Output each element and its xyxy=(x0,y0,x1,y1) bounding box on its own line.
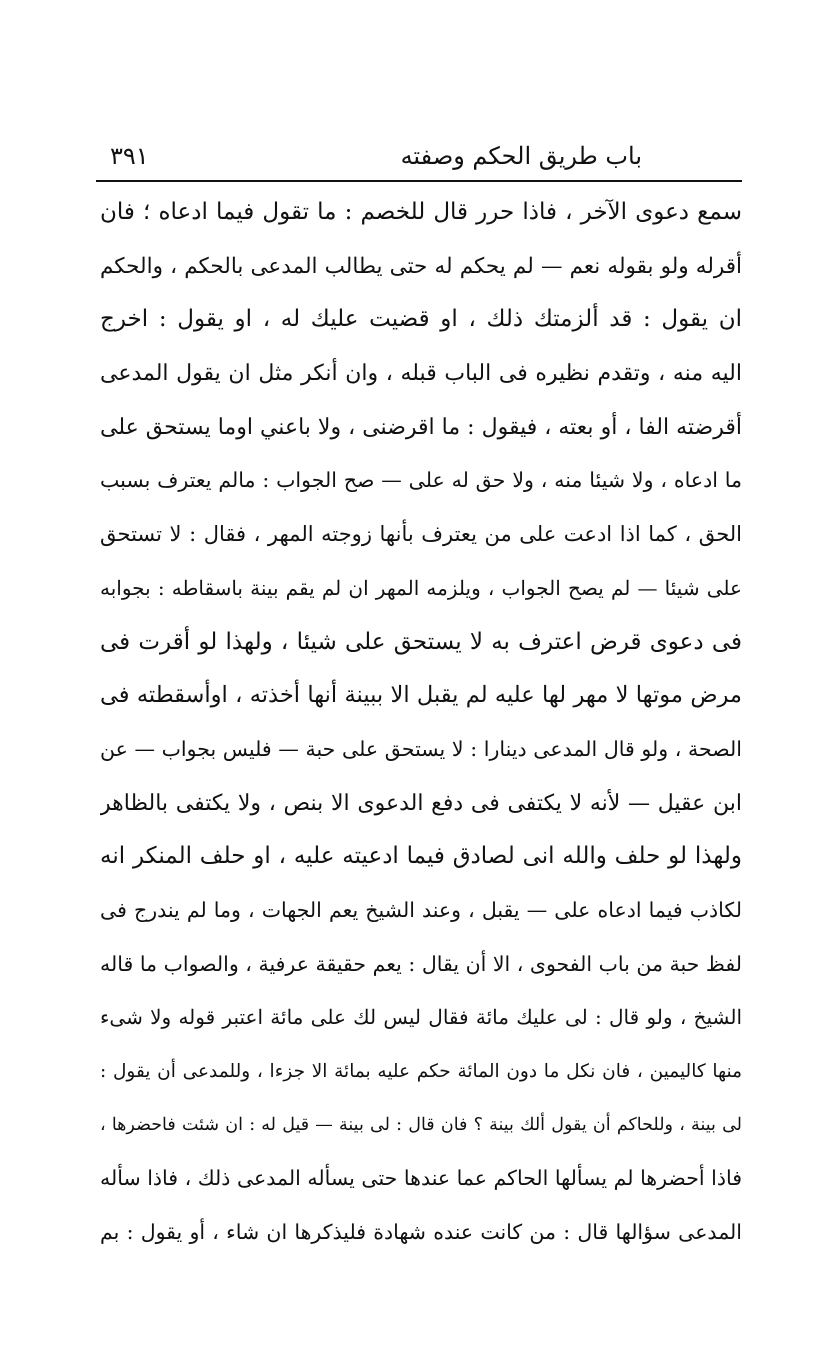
text-line: ما ادعاه ، ولا شيئا منه ، ولا حق له على — صح الجواب : مالم يعترف بسبب xyxy=(100,468,742,493)
text-line: مرض موتها لا مهر لها عليه لم يقبل الا ببينة أنها أخذته ، اوأسقطته فى xyxy=(100,682,742,709)
text-line: اليه منه ، وتقدم نظيره فى الباب قبله ، وان أنكر مثل ان يقول المدعى xyxy=(100,361,742,387)
text-line: ابن عقيل — لأنه لا يكتفى فى دفع الدعوى الا بنص ، ولا يكتفى بالظاهر xyxy=(100,790,742,816)
running-title: باب طريق الحكم وصفته xyxy=(400,142,642,170)
text-line: سمع دعوى الآخر ، فاذا حرر قال للخصم : ما تقول فيما ادعاه ؛ فان xyxy=(100,199,742,225)
text-line: لفظ حبة من باب الفحوى ، الا أن يقال : يعم حقيقة عرفية ، والصواب ما قاله xyxy=(100,951,742,976)
text-line: أقرضته الفا ، أو بعته ، فيقول : ما اقرضنى ، ولا باعني اوما يستحق على xyxy=(100,414,742,440)
text-line: ان يقول : قد ألزمتك ذلك ، او قضيت عليك له ، او يقول : اخرج xyxy=(100,306,742,333)
header-rule xyxy=(96,180,742,182)
text-line: لكاذب فيما ادعاه على — يقبل ، وعند الشيخ يعم الجهات ، وما لم يندرج فى xyxy=(100,897,742,922)
page-header xyxy=(96,136,742,176)
text-line: أقرله ولو بقوله نعم — لم يحكم له حتى يطالب المدعى بالحكم ، والحكم xyxy=(100,253,742,279)
text-line: ولهذا لو حلف والله انى لصادق فيما ادعيته عليه ، او حلف المنكر انه xyxy=(100,843,742,870)
text-line: الصحة ، ولو قال المدعى دينارا : لا يستحق على حبة — فليس بجواب — عن xyxy=(100,736,742,761)
text-line: الحق ، كما اذا ادعت على من يعترف بأنها زوجته المهر ، فقال : لا تستحق xyxy=(100,522,742,547)
page-number: ٣٩١ xyxy=(110,142,149,170)
text-line: لى بينة ، وللحاكم أن يقول ألك بينة ؟ فان قال : لى بينة — قيل له : ان شئت فاحضرها ، xyxy=(100,1114,742,1135)
text-line: الشيخ ، ولو قال : لى عليك مائة فقال ليس لك على مائة اعتبر قوله ولا شىء xyxy=(100,1005,742,1030)
text-line: فى دعوى قرض اعترف به لا يستحق على شيئا ، ولهذا لو أقرت فى xyxy=(100,628,742,655)
body-text xyxy=(100,186,742,1260)
text-line: المدعى سؤالها قال : من كانت عنده شهادة فليذكرها ان شاء ، أو يقول : بم xyxy=(100,1220,742,1245)
text-line: على شيئا — لم يصح الجواب ، ويلزمه المهر ان لم يقم بينة باسقاطه : بجوابه xyxy=(100,575,742,600)
text-line: منها كاليمين ، فان نكل ما دون المائة حكم عليه بمائة الا جزءا ، وللمدعى أن يقول : xyxy=(100,1061,742,1082)
text-line: فاذا أحضرها لم يسألها الحاكم عما عندها حتى يسأله المدعى ذلك ، فاذا سأله xyxy=(100,1166,742,1191)
